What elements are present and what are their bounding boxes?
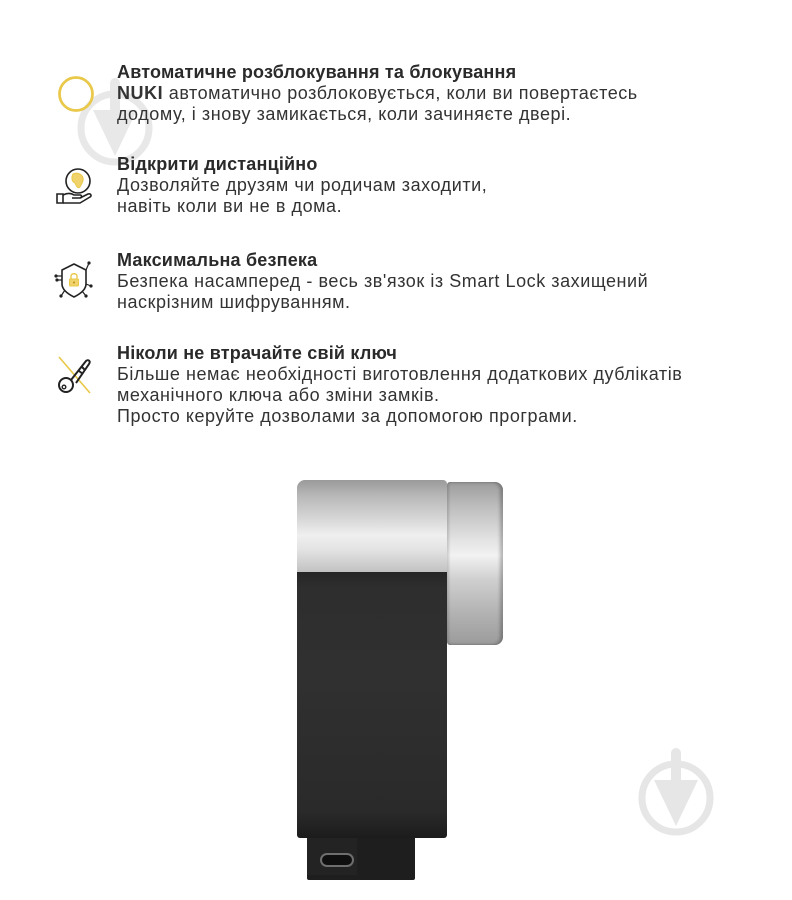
desc-line: Безпека насамперед - весь зв'язок із Smart Lock захищений — [117, 271, 649, 291]
desc-line: додому, і знову замикається, коли зачиняєте двері. — [117, 104, 572, 124]
desc-line: Просто керуйте дозволами за допомогою програми. — [117, 406, 578, 426]
lock-body — [297, 572, 447, 838]
desc-line: Більше немає необхідності виготовлення додаткових дублікатів — [117, 364, 683, 384]
watermark-icon — [635, 740, 717, 840]
feature-description — [117, 175, 777, 217]
desc-line: автоматично розблоковується, коли ви повертаєтесь — [163, 83, 638, 103]
lock-knob — [447, 482, 503, 645]
desc-line: Дозволяйте друзям чи родичам заходити, — [117, 175, 488, 195]
desc-line: навіть коли ви не в дома. — [117, 196, 343, 216]
feature-title: Автоматичне розблокування та блокування — [117, 62, 517, 82]
desc-line: механічного ключа або зміни замків. — [117, 385, 440, 405]
lock-connector-step — [307, 838, 357, 875]
feature-title: Ніколи не втрачайте свій ключ — [117, 343, 398, 363]
lock-silver-cap — [297, 480, 447, 572]
feature-text — [117, 62, 777, 125]
feature-title: Максимальна безпека — [117, 250, 318, 270]
feature-description — [117, 271, 777, 313]
lock-bottom-connector — [307, 838, 415, 880]
auto-unlock-circle-icon — [54, 72, 98, 116]
crossed-key-icon — [52, 353, 96, 397]
usb-c-port-icon — [320, 853, 354, 867]
shield-lock-icon — [52, 258, 96, 302]
feature-text — [117, 343, 777, 427]
brand-name: NUKI — [117, 83, 164, 103]
feature-text — [117, 250, 777, 313]
feature-text — [117, 154, 777, 217]
feature-description — [117, 364, 777, 427]
feature-description — [117, 83, 777, 125]
hand-globe-icon — [52, 164, 96, 208]
desc-line: наскрізним шифруванням. — [117, 292, 351, 312]
feature-title: Відкрити дистанційно — [117, 154, 318, 174]
